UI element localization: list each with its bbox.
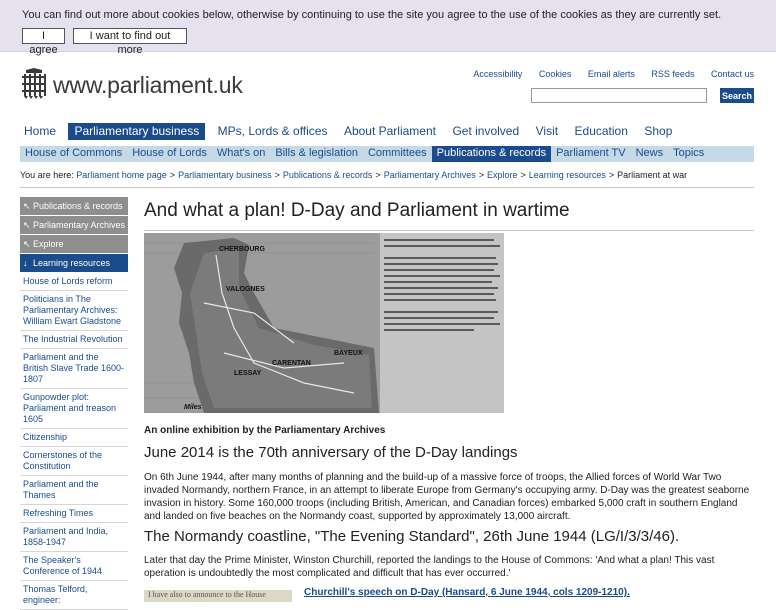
breadcrumb-link[interactable]: Parliamentary business — [178, 170, 272, 180]
nav-visit[interactable]: Visit — [535, 124, 559, 138]
breadcrumb-separator: > — [520, 170, 526, 180]
nav-education[interactable]: Education — [574, 124, 628, 138]
leftnav-item[interactable]: Parliament and the British Slave Trade 1600-1807 — [20, 349, 128, 389]
leftnav-item[interactable]: House of Lords reform — [20, 273, 128, 291]
subnav-whats-on[interactable]: What's on — [216, 147, 266, 159]
down-arrow-icon: ↓ — [23, 258, 28, 268]
cookie-more-info-button[interactable]: I want to find out more — [73, 28, 187, 44]
subnav-topics[interactable]: Topics — [673, 147, 705, 159]
breadcrumb-link[interactable]: Publications & records — [282, 170, 373, 180]
leftnav-label: Parliamentary Archives — [33, 220, 126, 230]
leftnav-item[interactable]: Cornerstones of the Constitution — [20, 447, 128, 476]
nav-about-parliament[interactable]: About Parliament — [343, 124, 436, 138]
map-label: LESSAY — [234, 370, 262, 377]
leftnav-explore[interactable] — [20, 235, 128, 254]
section-heading-anniversary: June 2014 is the 70th anniversary of the D-Day landings — [144, 444, 518, 461]
section-navigation — [20, 197, 128, 610]
breadcrumb-separator: > — [375, 170, 381, 180]
intro-paragraph: On 6th June 1944, after many months of planning and the build-up of a massive force of troops, the Allied forces of World War Two invaded Normandy, northern France, in an attempt to liberate Europe from Germany's occupying army. D-Day was the greatest seaborne invasion in history. Some 160,000 troops (including British, American, and Canadian forces) embarked 5,000 craft in southern England and landed on five beaches on the Normandy coast, supported by approximately 13,000 aircraft. — [144, 472, 750, 522]
cookie-banner — [0, 0, 776, 56]
nav-parliamentary-business[interactable]: Parliamentary business — [68, 123, 205, 140]
churchill-speech-link[interactable]: Churchill's speech on D-Day (Hansard, 6 June 1944, cols 1209-1210). — [304, 587, 630, 598]
leftnav-item[interactable]: Parliament and the Thames — [20, 476, 128, 505]
leftnav-label: Learning resources — [33, 258, 111, 268]
breadcrumb-current: Parliament at war — [617, 170, 688, 180]
utility-link-email-alerts[interactable]: Email alerts — [587, 69, 635, 79]
breadcrumb-link[interactable]: Parliament home page — [76, 170, 167, 180]
subnav-parliament-tv[interactable]: Parliament TV — [556, 147, 626, 159]
cookie-agree-button[interactable]: I agree — [22, 28, 65, 44]
normandy-map-image — [144, 233, 504, 413]
map-label: CHERBOURG — [219, 246, 265, 253]
subnav-bills-legislation[interactable]: Bills & legislation — [275, 147, 358, 159]
hansard-clipping-image: I have also to announce to the House — [144, 590, 292, 602]
churchill-paragraph: Later that day the Prime Minister, Winston Churchill, reported the landings to the House of Commons: 'And what a plan! This vast operation is undoubtedly the most complicated and difficult that has ever occurred.' — [144, 555, 715, 579]
up-left-arrow-icon: ↖ — [23, 239, 31, 249]
leftnav-item[interactable]: Politicians in The Parliamentary Archives: William Ewart Gladstone — [20, 291, 128, 331]
exhibition-label: An online exhibition by the Parliamentary Archives — [144, 425, 386, 436]
breadcrumb-link[interactable]: Explore — [487, 170, 518, 180]
subnav-news[interactable]: News — [635, 147, 664, 159]
subnav-publications-records[interactable]: Publications & records — [432, 146, 551, 162]
leftnav-label: Publications & records — [33, 201, 123, 211]
breadcrumb-separator: > — [169, 170, 176, 180]
nav-get-involved[interactable]: Get involved — [452, 124, 520, 138]
leftnav-publications-records[interactable] — [20, 197, 128, 216]
subnav-house-of-commons[interactable]: House of Commons — [25, 147, 123, 159]
subnav-committees[interactable]: Committees — [367, 147, 427, 159]
up-left-arrow-icon: ↖ — [23, 220, 31, 230]
main-content — [144, 197, 754, 599]
breadcrumb-separator: > — [608, 170, 615, 180]
breadcrumb-separator: > — [274, 170, 280, 180]
leftnav-learning-resources[interactable] — [20, 254, 128, 273]
map-label: CARENTAN — [272, 360, 311, 367]
map-label: Miles — [184, 404, 202, 411]
utility-link-contact-us[interactable]: Contact us — [710, 69, 754, 79]
map-label: VALOGNES — [226, 286, 265, 293]
nav-home[interactable]: Home — [24, 124, 57, 138]
leftnav-parliamentary-archives[interactable] — [20, 216, 128, 235]
leftnav-label: Explore — [33, 239, 64, 249]
nav-shop[interactable]: Shop — [644, 124, 673, 138]
sub-navigation — [20, 146, 754, 162]
leftnav-item[interactable]: Parliament and India, 1858-1947 — [20, 523, 128, 552]
section-heading-coastline: The Normandy coastline, "The Evening Standard", 26th June 1944 (LG/I/3/3/46). — [144, 528, 680, 545]
leftnav-item[interactable]: Refreshing Times — [20, 505, 128, 523]
logo-wordmark: www.parliament.uk — [53, 72, 243, 98]
up-left-arrow-icon: ↖ — [23, 201, 31, 211]
search-input[interactable] — [531, 88, 707, 103]
search-button[interactable]: Search — [720, 88, 754, 103]
breadcrumb — [20, 170, 754, 188]
breadcrumb-prefix: You are here: — [20, 170, 74, 180]
leftnav-item[interactable]: The Speaker's Conference of 1944 — [20, 552, 128, 581]
portcullis-icon — [20, 68, 48, 100]
page-title: And what a plan! D-Day and Parliament in wartime — [144, 197, 754, 231]
utility-link-rss-feeds[interactable]: RSS feeds — [651, 69, 695, 79]
main-navigation — [20, 122, 680, 140]
breadcrumb-separator: > — [478, 170, 484, 180]
nav-mps-lords-offices[interactable]: MPs, Lords & offices — [217, 124, 328, 138]
leftnav-item[interactable]: Citizenship — [20, 429, 128, 447]
breadcrumb-link[interactable]: Parliamentary Archives — [383, 170, 476, 180]
map-illustration — [144, 233, 504, 413]
leftnav-item[interactable]: Gunpowder plot: Parliament and treason 1605 — [20, 389, 128, 429]
breadcrumb-link[interactable]: Learning resources — [528, 170, 606, 180]
cookie-message: You can find out more about cookies below, otherwise by continuing to use the site you agree to the use of the cookies as they are currently set. — [22, 9, 722, 21]
leftnav-item[interactable]: Thomas Telford, engineer: — [20, 581, 128, 610]
map-label: BAYEUX — [334, 350, 363, 357]
utility-links — [459, 69, 754, 79]
utility-link-cookies[interactable]: Cookies — [538, 69, 572, 79]
leftnav-item[interactable]: The Industrial Revolution — [20, 331, 128, 349]
subnav-house-of-lords[interactable]: House of Lords — [132, 147, 207, 159]
utility-link-accessibility[interactable]: Accessibility — [473, 69, 523, 79]
